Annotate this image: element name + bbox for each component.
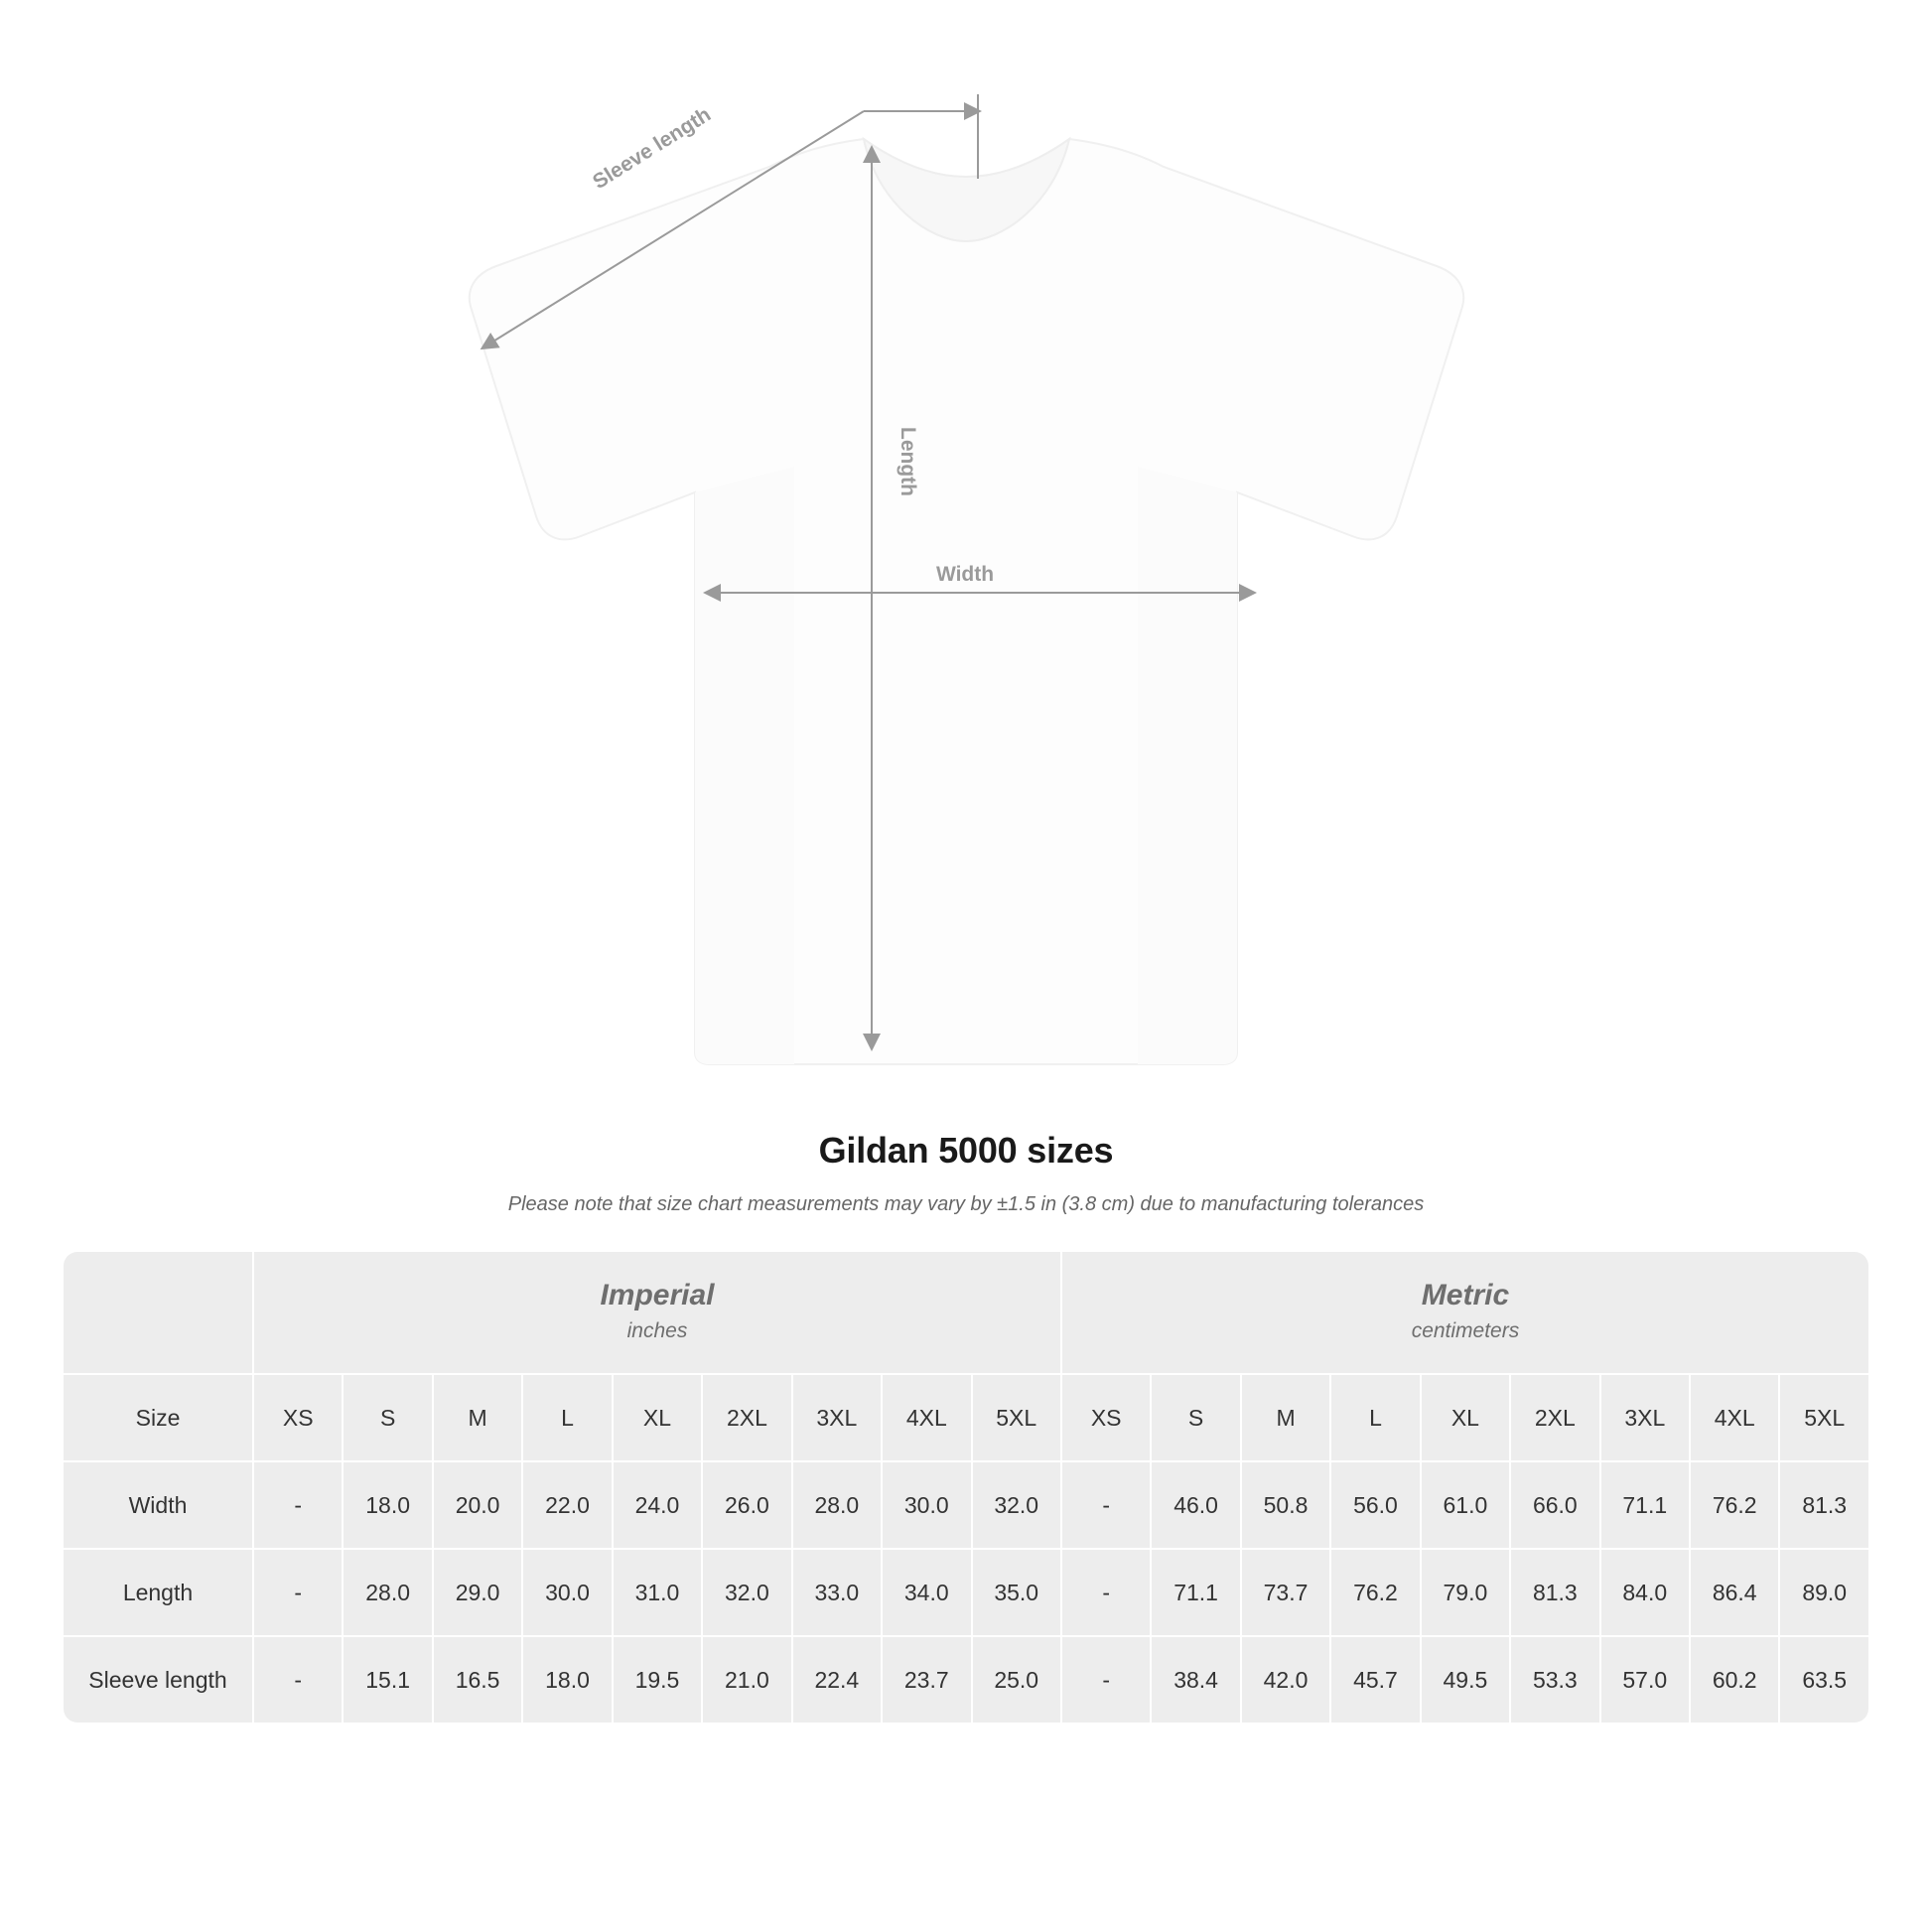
size-header-metric-4xl: 4XL [1691,1375,1778,1460]
cell-length-metric-5xl: 89.0 [1780,1550,1868,1635]
table-row-units [64,1252,1868,1373]
table-row [64,1550,1868,1635]
size-header-metric-3xl: 3XL [1601,1375,1689,1460]
cell-length-metric-4xl: 86.4 [1691,1550,1778,1635]
cell-sleeve-metric-4xl: 60.2 [1691,1637,1778,1723]
cell-width-imperial-xl: 24.0 [614,1462,701,1548]
cell-width-imperial-s: 18.0 [344,1462,431,1548]
cell-length-imperial-4xl: 34.0 [883,1550,970,1635]
table-corner-cell [64,1252,252,1373]
cell-sleeve-imperial-s: 15.1 [344,1637,431,1723]
cell-length-imperial-l: 30.0 [523,1550,611,1635]
cell-length-metric-s: 71.1 [1152,1550,1239,1635]
page-title: Gildan 5000 sizes [818,1130,1114,1171]
cell-sleeve-metric-xs: - [1062,1637,1150,1723]
cell-length-imperial-3xl: 33.0 [793,1550,881,1635]
cell-width-metric-2xl: 66.0 [1511,1462,1598,1548]
cell-width-metric-5xl: 81.3 [1780,1462,1868,1548]
unit-group-metric [1062,1252,1868,1373]
cell-width-metric-4xl: 76.2 [1691,1462,1778,1548]
size-header-metric-m: M [1242,1375,1329,1460]
cell-length-imperial-5xl: 35.0 [973,1550,1060,1635]
cell-length-metric-xl: 79.0 [1422,1550,1509,1635]
sleeve-length-label: Sleeve length [589,102,716,195]
cell-sleeve-imperial-m: 16.5 [434,1637,521,1723]
size-header-imperial-4xl: 4XL [883,1375,970,1460]
cell-width-imperial-2xl: 26.0 [703,1462,790,1548]
cell-length-metric-l: 76.2 [1331,1550,1419,1635]
cell-width-metric-l: 56.0 [1331,1462,1419,1548]
cell-sleeve-imperial-2xl: 21.0 [703,1637,790,1723]
cell-length-metric-2xl: 81.3 [1511,1550,1598,1635]
size-header-metric-5xl: 5XL [1780,1375,1868,1460]
cell-length-imperial-xs: - [254,1550,342,1635]
cell-sleeve-imperial-xl: 19.5 [614,1637,701,1723]
cell-sleeve-imperial-5xl: 25.0 [973,1637,1060,1723]
cell-sleeve-metric-l: 45.7 [1331,1637,1419,1723]
size-header-metric-l: L [1331,1375,1419,1460]
size-header-cell: Size [64,1375,252,1460]
size-header-imperial-s: S [344,1375,431,1460]
cell-length-metric-3xl: 84.0 [1601,1550,1689,1635]
table-row [64,1462,1868,1548]
size-header-imperial-2xl: 2XL [703,1375,790,1460]
row-label-width: Width [64,1462,252,1548]
cell-sleeve-imperial-3xl: 22.4 [793,1637,881,1723]
size-header-imperial-3xl: 3XL [793,1375,881,1460]
length-label: Length [897,427,919,496]
unit-group-imperial [254,1252,1060,1373]
size-header-metric-2xl: 2XL [1511,1375,1598,1460]
size-header-imperial-m: M [434,1375,521,1460]
cell-width-metric-xs: - [1062,1462,1150,1548]
cell-sleeve-metric-2xl: 53.3 [1511,1637,1598,1723]
row-label-length: Length [64,1550,252,1635]
cell-length-metric-m: 73.7 [1242,1550,1329,1635]
width-label: Width [935,563,995,586]
cell-width-metric-xl: 61.0 [1422,1462,1509,1548]
measurement-note: Please note that size chart measurements may vary by ±1.5 in (3.8 cm) due to manufacturing tolerances [507,1193,1425,1215]
cell-sleeve-metric-s: 38.4 [1152,1637,1239,1723]
unit-group-imperial-label: Imperial [600,1279,715,1312]
cell-sleeve-metric-xl: 49.5 [1422,1637,1509,1723]
tshirt-shape [470,139,1463,1064]
size-header-imperial-l: L [523,1375,611,1460]
table-row [64,1637,1868,1723]
cell-sleeve-imperial-xs: - [254,1637,342,1723]
size-table-wrap [62,1250,1870,1725]
row-label-sleeve-length: Sleeve length [64,1637,252,1723]
cell-sleeve-imperial-l: 18.0 [523,1637,611,1723]
cell-length-imperial-xl: 31.0 [614,1550,701,1635]
cell-length-metric-xs: - [1062,1550,1150,1635]
title-block [0,1130,1932,1216]
cell-sleeve-imperial-4xl: 23.7 [883,1637,970,1723]
size-header-imperial-xs: XS [254,1375,342,1460]
cell-sleeve-metric-m: 42.0 [1242,1637,1329,1723]
cell-width-imperial-m: 20.0 [434,1462,521,1548]
cell-width-metric-3xl: 71.1 [1601,1462,1689,1548]
cell-width-imperial-xs: - [254,1462,342,1548]
cell-sleeve-metric-5xl: 63.5 [1780,1637,1868,1723]
cell-width-imperial-l: 22.0 [523,1462,611,1548]
cell-width-imperial-5xl: 32.0 [973,1462,1060,1548]
size-table [62,1250,1870,1725]
cell-width-metric-m: 50.8 [1242,1462,1329,1548]
cell-width-imperial-4xl: 30.0 [883,1462,970,1548]
unit-group-metric-label: Metric [1421,1279,1510,1312]
cell-width-imperial-3xl: 28.0 [793,1462,881,1548]
size-header-metric-xl: XL [1422,1375,1509,1460]
cell-length-imperial-s: 28.0 [344,1550,431,1635]
cell-width-metric-s: 46.0 [1152,1462,1239,1548]
cell-length-imperial-m: 29.0 [434,1550,521,1635]
size-header-imperial-5xl: 5XL [973,1375,1060,1460]
size-header-metric-s: S [1152,1375,1239,1460]
size-header-imperial-xl: XL [614,1375,701,1460]
size-header-metric-xs: XS [1062,1375,1150,1460]
table-row-sizes [64,1375,1868,1460]
unit-group-imperial-sub: inches [626,1318,688,1342]
cell-sleeve-metric-3xl: 57.0 [1601,1637,1689,1723]
unit-group-metric-sub: centimeters [1411,1318,1520,1342]
cell-length-imperial-2xl: 32.0 [703,1550,790,1635]
